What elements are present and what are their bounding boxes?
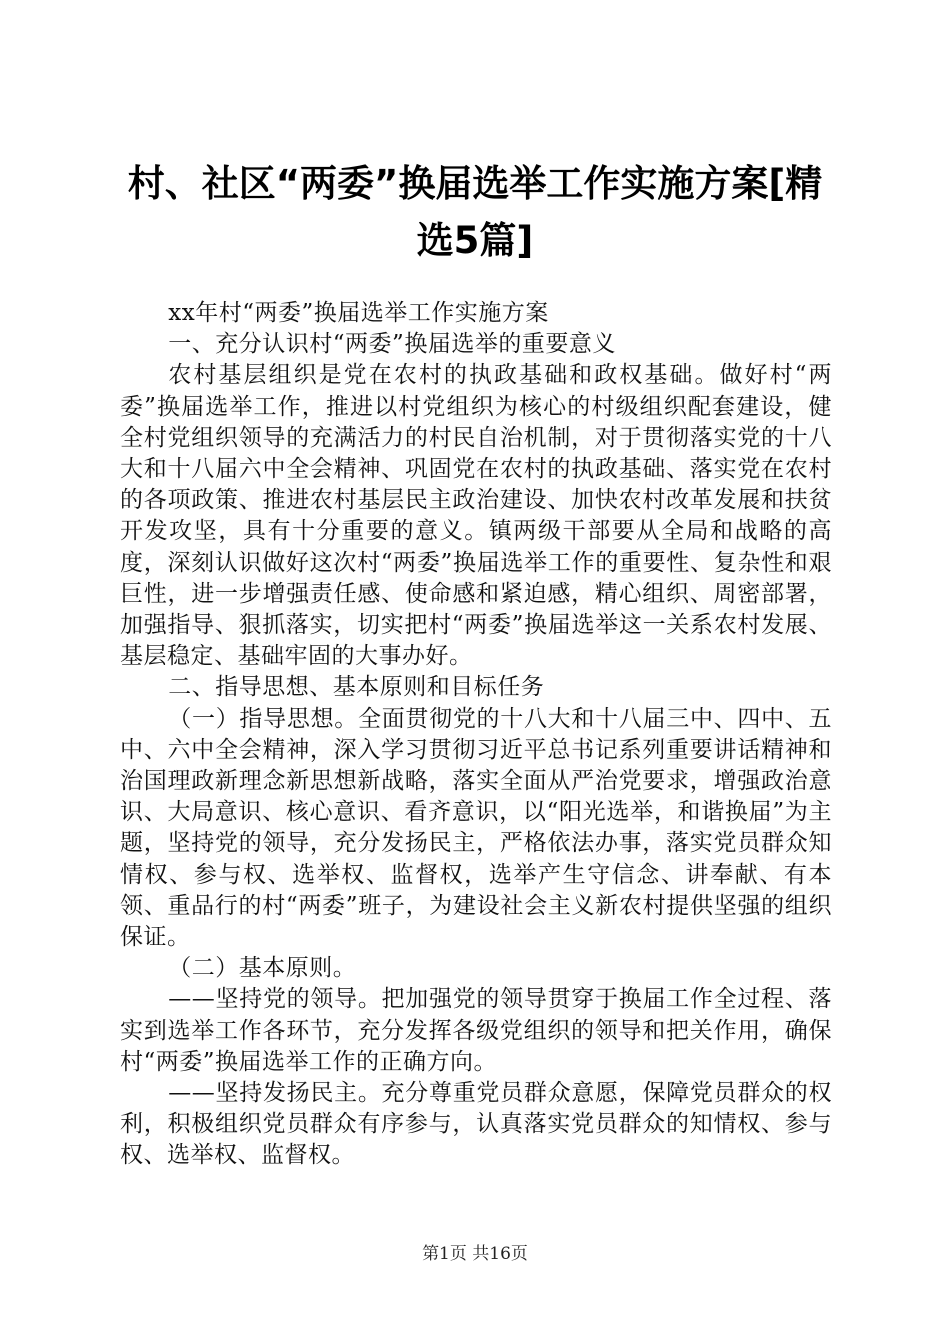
- subtitle-paragraph: xx年村“两委”换届选举工作实施方案: [168, 300, 549, 326]
- body-paragraph: 农村基层组织是党在农村的执政基础和政权基础。做好村“两委”换届选举工作，推进以村党组织为核心的村级组织配套建设，健全村党组织领导的充满活力的村民自治机制，对于贯彻落实党的十八大和十八届六中全会精神、巩固党在农村的执政基础、落实党在农村的各项政策、推进农村基层民主政治建设、加快农村改革发展和扶贫开发攻坚，具有十分重要的意义。镇两级干部要从全局和战略的高度，深刻认识做好这次村“两委”换届选举工作的重要性、复杂性和艰巨性，进一步增强责任感、使命感和紧迫感，精心组织、周密部署，加强指导、狠抓落实，切实把村“两委”换届选举这一关系农村发展、基层稳定、基础牢固的大事办好。: [120, 362, 832, 670]
- section-heading-1: 一、充分认识村“两委”换届选举的重要意义: [168, 331, 616, 358]
- title-line-1: 村、社区“两委”换届选举工作实施方案[精: [127, 162, 823, 205]
- body-paragraph: （一）指导思想。全面贯彻党的十八大和十八届三中、四中、五中、六中全会精神，深入学习贯彻习近平总书记系列重要讲话精神和治国理政新理念新思想新战略，落实全面从严治党要求，增强政治意识、大局意识、核心意识、看齐意识，以“阳光选举，和谐换届”为主题，坚持党的领导，充分发扬民主，严格依法办事，落实党员群众知情权、参与权、选举权、监督权，选举产生守信念、讲奉献、有本领、重品行的村“两委”班子，为建设社会主义新农村提供坚强的组织保证。: [120, 705, 832, 951]
- section-heading-2: 二、指导思想、基本原则和目标任务: [168, 674, 545, 701]
- document-body: [120, 298, 832, 1172]
- document-title: [120, 155, 830, 269]
- body-paragraph: ——坚持发扬民主。充分尊重党员群众意愿，保障党员群众的权利，积极组织党员群众有序参与，认真落实党员群众的知情权、参与权、选举权、监督权。: [120, 1080, 832, 1169]
- page-footer: 第1页 共16页: [422, 1244, 528, 1264]
- body-paragraph: ——坚持党的领导。把加强党的领导贯穿于换届工作全过程、落实到选举工作各环节，充分发挥各级党组织的领导和把关作用，确保村“两委”换届选举工作的正确方向。: [120, 986, 832, 1075]
- title-line-2: 选5篇]: [416, 219, 534, 262]
- subsection-heading: （二）基本原则。: [168, 955, 357, 982]
